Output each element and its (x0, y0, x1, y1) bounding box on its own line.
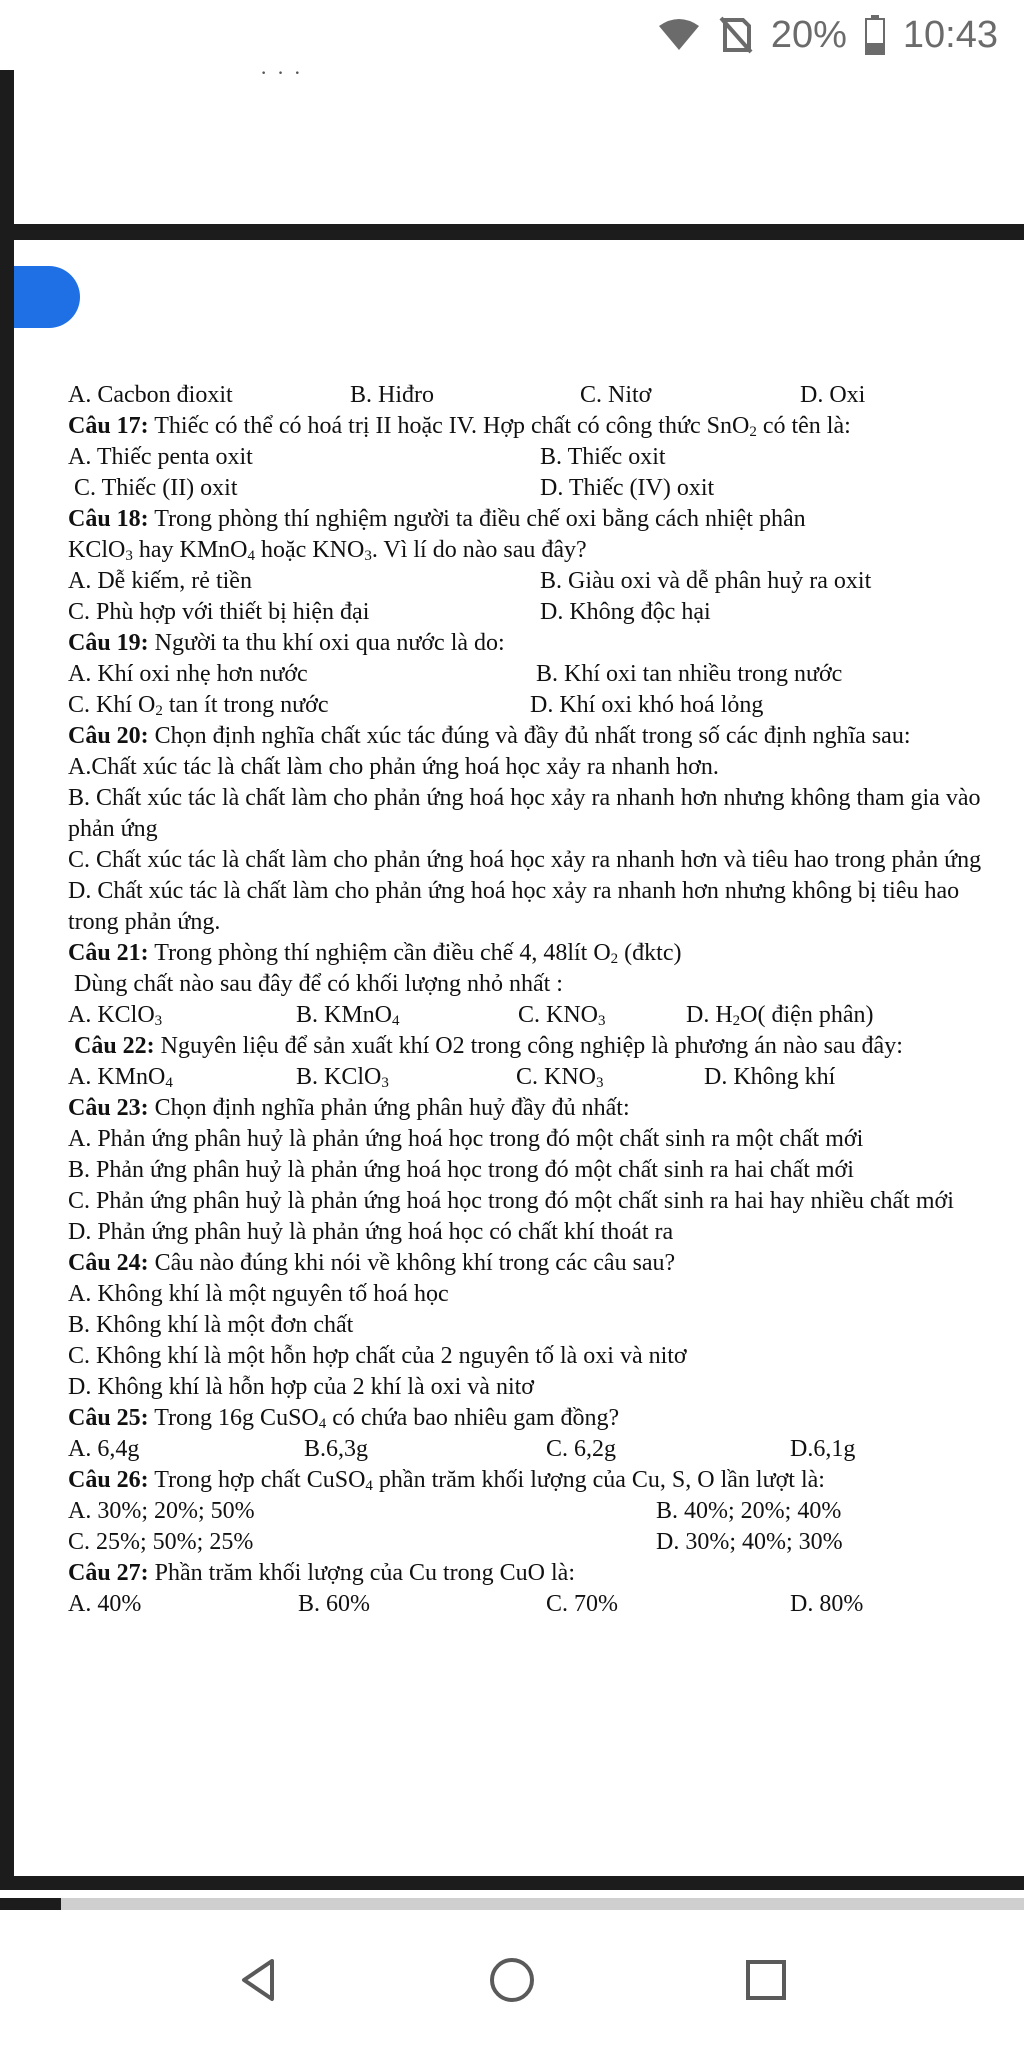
question-text: Chọn định nghĩa phản ứng phân huỷ đầy đủ nhất: (154, 1095, 630, 1121)
option-b: B. Không khí là một đơn chất (68, 1312, 354, 1338)
option-d: D. Phản ứng phân huỷ là phản ứng hoá học có chất khí thoát ra (68, 1219, 674, 1245)
scroll-progress-fill (0, 1898, 61, 1910)
option-c: C. Phù hợp với thiết bị hiện đại (68, 599, 370, 625)
q27-options (68, 1589, 1008, 1620)
question-21-cont (68, 969, 1008, 1000)
option-d: D. Khí oxi khó hoá lỏng (530, 692, 764, 718)
option-b-text: B. KClO (296, 1064, 382, 1090)
battery-percent: 20% (770, 13, 847, 56)
option-d: D. Thiếc (IV) oxit (540, 475, 715, 501)
option-b: B. Phản ứng phân huỷ là phản ứng hoá học trong đó một chất sinh ra hai chất mới (68, 1157, 854, 1183)
recents-icon (744, 1958, 788, 2002)
status-bar (0, 0, 1024, 70)
option-b: B. Thiếc oxit (540, 444, 666, 470)
question-text: có chứa bao nhiêu gam đồng? (326, 1405, 620, 1431)
option-b-text: B. KMnO (296, 1002, 393, 1028)
option-c: C. Thiếc (II) oxit (74, 475, 238, 501)
option-a-text: A. KClO (68, 1002, 155, 1028)
question-27 (68, 1558, 1008, 1589)
question-text: KClO (68, 537, 126, 563)
subscript: 3 (125, 548, 133, 564)
q17-options-row1 (68, 442, 1008, 473)
q18-options-row2 (68, 597, 1008, 628)
question-26 (68, 1465, 1008, 1496)
option-b: B. Chất xúc tác là chất làm cho phản ứng hoá học xảy ra nhanh hơn nhưng không tham gia vào phản ứng (68, 785, 981, 842)
q18-options-row1 (68, 566, 1008, 597)
page-frame-left (0, 240, 14, 1880)
question-label: Câu 20: (68, 723, 149, 749)
option-b: B.6,3g (304, 1436, 369, 1462)
option-d: D. 30%; 40%; 30% (656, 1529, 843, 1555)
battery-icon (865, 15, 885, 55)
question-label: Câu 22: (74, 1033, 155, 1059)
question-text: Câu nào đúng khi nói về không khí trong các câu sau? (154, 1250, 676, 1276)
clock: 10:43 (902, 13, 998, 56)
option-c: C. Không khí là một hỗn hợp chất của 2 nguyên tố là oxi và nitơ (68, 1343, 687, 1369)
option-c: C. 70% (546, 1591, 618, 1617)
q19-options-row1 (68, 659, 1008, 690)
option-a: A. Cacbon đioxit (68, 382, 233, 408)
subscript: 3 (154, 1013, 163, 1029)
question-text: hay KMnO (132, 537, 248, 563)
no-sim-icon (719, 16, 753, 54)
question-label: Câu 23: (68, 1095, 149, 1121)
navigation-bar (0, 1910, 1024, 2048)
question-text: hoặc KNO (255, 537, 365, 563)
question-23 (68, 1093, 1008, 1124)
option-c (68, 690, 329, 727)
option-c-text: C. Khí O (68, 692, 156, 718)
scroll-progress-track[interactable] (0, 1898, 1024, 1910)
question-18-cont (68, 535, 1008, 566)
subscript: 3 (381, 1075, 389, 1091)
subscript: 4 (247, 548, 255, 564)
subscript: 2 (155, 703, 163, 719)
status-icons (657, 10, 998, 60)
option-c: C. 6,2g (546, 1436, 617, 1462)
option-d-text: D. H (686, 1002, 733, 1028)
question-text: Trong hợp chất CuSO (154, 1467, 366, 1493)
option-a: A. 6,4g (68, 1436, 140, 1462)
back-icon (238, 1957, 278, 2003)
side-panel-handle[interactable] (14, 266, 80, 328)
option-b: B. 40%; 20%; 40% (656, 1498, 842, 1524)
question-text: Trong phòng thí nghiệm người ta điều chế oxi bằng cách nhiệt phân (154, 506, 806, 532)
option-b: B. Hiđro (350, 382, 434, 408)
option-b: B. 60% (298, 1591, 370, 1617)
option-d: D. Không khí (704, 1064, 836, 1090)
recents-button[interactable] (736, 1950, 796, 2010)
question-19 (68, 628, 1008, 659)
question-text: Thiếc có thể có hoá trị II hoặc IV. Hợp chất có công thức SnO (154, 413, 750, 439)
question-label: Câu 27: (68, 1560, 149, 1586)
option-a: A. Thiếc penta oxit (68, 444, 253, 470)
question-label: Câu 26: (68, 1467, 149, 1493)
subscript: 4 (318, 1416, 327, 1432)
page-frame-left (0, 70, 14, 240)
subscript: 3 (598, 1013, 606, 1029)
option-c-text: tan ít trong nước (162, 692, 329, 718)
option-b: B. Khí oxi tan nhiều trong nước (536, 661, 843, 687)
home-icon (488, 1956, 536, 2004)
question-label: Câu 18: (68, 506, 149, 532)
option-a: A. Khí oxi nhẹ hơn nước (68, 661, 308, 687)
q19-options-row2 (68, 690, 1008, 721)
option-d: D.6,1g (790, 1436, 856, 1462)
option-a: A.Chất xúc tác là chất làm cho phản ứng hoá học xảy ra nhanh hơn. (68, 754, 719, 780)
option-c-text: C. KNO (518, 1002, 599, 1028)
question-text: Dùng chất nào sau đây để có khối lượng nhỏ nhất : (74, 971, 563, 997)
option-d: D. Chất xúc tác là chất làm cho phản ứng hoá học xảy ra nhanh hơn nhưng không bị tiêu hao trong phản ứng. (68, 878, 960, 935)
option-a: A. Không khí là một nguyên tố hoá học (68, 1281, 449, 1307)
previous-page-area (0, 70, 1024, 240)
q22-options (68, 1062, 1008, 1093)
question-21 (68, 938, 1008, 969)
question-label: Câu 17: (68, 413, 149, 439)
option-d: D. Không độc hại (540, 599, 711, 625)
option-a: A. Dễ kiếm, rẻ tiền (68, 568, 252, 594)
question-text: có tên là: (756, 413, 851, 439)
q26-options-row1 (68, 1496, 1008, 1527)
q16-options (68, 380, 1008, 411)
subscript: 2 (749, 424, 757, 440)
subscript: 4 (392, 1013, 400, 1029)
question-25 (68, 1403, 1008, 1434)
subscript: 2 (732, 1013, 741, 1029)
question-text: . Vì lí do nào sau đây? (371, 537, 587, 563)
question-text: Phần trăm khối lượng của Cu trong CuO là: (154, 1560, 575, 1586)
home-button[interactable] (482, 1950, 542, 2010)
page-separator (0, 1876, 1024, 1890)
wifi-icon (657, 18, 701, 52)
question-label: Câu 24: (68, 1250, 149, 1276)
question-24 (68, 1248, 1008, 1279)
option-a: A. 40% (68, 1591, 142, 1617)
question-text: Trong phòng thí nghiệm cần điều chế 4, 48lít O (154, 940, 611, 966)
question-text: Nguyên liệu để sản xuất khí O2 trong công nghiệp là phương án nào sau đây: (160, 1033, 903, 1059)
subscript: 2 (610, 951, 619, 967)
subscript: 3 (364, 548, 372, 564)
question-label: Câu 19: (68, 630, 149, 656)
q26-options-row2 (68, 1527, 1008, 1558)
q21-options (68, 1000, 1008, 1031)
question-text: (đktc) (618, 940, 682, 966)
option-a-text: A. KMnO (68, 1064, 166, 1090)
question-text: Người ta thu khí oxi qua nước là do: (154, 630, 505, 656)
option-a: A. Phản ứng phân huỷ là phản ứng hoá học trong đó một chất sinh ra một chất mới (68, 1126, 864, 1152)
question-label: Câu 25: (68, 1405, 149, 1431)
option-c: C. Nitơ (580, 382, 652, 408)
option-b: B. Giàu oxi và dễ phân huỷ ra oxit (540, 568, 872, 594)
question-text: phần trăm khối lượng của Cu, S, O lần lượt là: (372, 1467, 825, 1493)
option-c: C. Phản ứng phân huỷ là phản ứng hoá học trong đó một chất sinh ra hai hay nhiều chất mới (68, 1188, 954, 1214)
question-text: Chọn định nghĩa chất xúc tác đúng và đầy đủ nhất trong số các định nghĩa sau: (154, 723, 911, 749)
option-d: D. 80% (790, 1591, 864, 1617)
question-18 (68, 504, 1008, 535)
cut-off-text: · · · (260, 60, 303, 85)
back-button[interactable] (228, 1950, 288, 2010)
q17-options-row2 (68, 473, 1008, 504)
option-c-text: C. KNO (516, 1064, 597, 1090)
option-a: A. 30%; 20%; 50% (68, 1498, 255, 1524)
option-d: D. Oxi (800, 382, 866, 408)
question-22 (68, 1031, 1008, 1062)
option-d-text: O( điện phân) (740, 1002, 874, 1028)
option-d: D. Không khí là hỗn hợp của 2 khí là oxi và nitơ (68, 1374, 534, 1400)
option-c: C. Chất xúc tác là chất làm cho phản ứng hoá học xảy ra nhanh hơn và tiêu hao trong phản ứng (68, 847, 982, 873)
question-text: Trong 16g CuSO (154, 1405, 319, 1431)
question-label: Câu 21: (68, 940, 149, 966)
subscript: 3 (596, 1075, 604, 1091)
page-separator (0, 224, 1024, 240)
subscript: 4 (165, 1075, 173, 1091)
subscript: 4 (365, 1478, 373, 1494)
document-page (68, 380, 1008, 1620)
q25-options (68, 1434, 1008, 1465)
option-c: C. 25%; 50%; 25% (68, 1529, 254, 1555)
question-17 (68, 411, 1008, 442)
